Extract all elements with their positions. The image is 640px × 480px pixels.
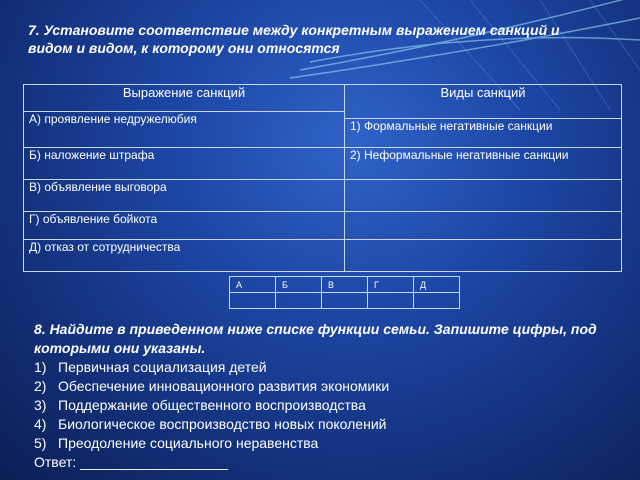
answer-line[interactable]: Ответ: ___________________	[34, 454, 229, 470]
list-item-text: Преодоление социального неравенства	[58, 435, 319, 451]
list-item-number: 4)	[34, 416, 47, 432]
table-cell-d: Д) отказ от сотрудничества	[24, 240, 345, 272]
list-item-number: 3)	[34, 397, 47, 413]
answer-header-d: Д	[414, 277, 460, 293]
list-item-text: Поддержание общественного воспроизводства	[58, 397, 366, 413]
answer-cell-v[interactable]	[322, 293, 368, 309]
header-sanction-types: Виды санкций	[345, 85, 622, 119]
list-item	[34, 358, 614, 377]
answer-cell-d[interactable]	[414, 293, 460, 309]
answer-cell-a[interactable]	[230, 293, 276, 309]
table-cell-empty-3	[345, 180, 622, 212]
answer-cell-g[interactable]	[368, 293, 414, 309]
list-item-text: Первичная социализация детей	[58, 359, 267, 375]
family-functions-list	[34, 358, 614, 453]
question-8	[34, 320, 614, 472]
question-7-text: 7. Установите соответствие между конкретным выражением санкций и видом и видом, к которому они относятся	[28, 22, 560, 56]
table-cell-v: В) объявление выговора	[24, 180, 345, 212]
answer-header-b: Б	[276, 277, 322, 293]
list-item-number: 2)	[34, 378, 47, 394]
answer-header-v: В	[322, 277, 368, 293]
sanctions-table	[23, 84, 622, 272]
header-sanction-expression: Выражение санкций	[24, 85, 345, 112]
answer-cell-b[interactable]	[276, 293, 322, 309]
answer-header-g: Г	[368, 277, 414, 293]
list-item-number: 1)	[34, 359, 47, 375]
list-item-text: Биологическое воспроизводство новых поколений	[58, 416, 387, 432]
table-cell-b: Б) наложение штрафа	[24, 148, 345, 180]
answer-header-a: А	[230, 277, 276, 293]
list-item-text: Обеспечение инновационного развития экономики	[58, 378, 390, 394]
table-cell-2: 2) Неформальные негативные санкции	[345, 148, 622, 180]
list-item	[34, 415, 614, 434]
list-item	[34, 377, 614, 396]
answer-grid	[229, 276, 460, 309]
table-cell-g: Г) объявление бойкота	[24, 212, 345, 240]
list-item	[34, 434, 614, 453]
table-cell-1: 1) Формальные негативные санкции	[345, 119, 622, 148]
table-cell-empty-4	[345, 212, 622, 240]
question-8-title: 8. Найдите в приведенном ниже списке функции семьи. Запишите цифры, под которыми они указаны.	[34, 321, 597, 356]
table-cell-a: А) проявление недружелюбия	[24, 112, 345, 148]
list-item	[34, 396, 614, 415]
table-cell-empty-5	[345, 240, 622, 272]
list-item-number: 5)	[34, 435, 47, 451]
